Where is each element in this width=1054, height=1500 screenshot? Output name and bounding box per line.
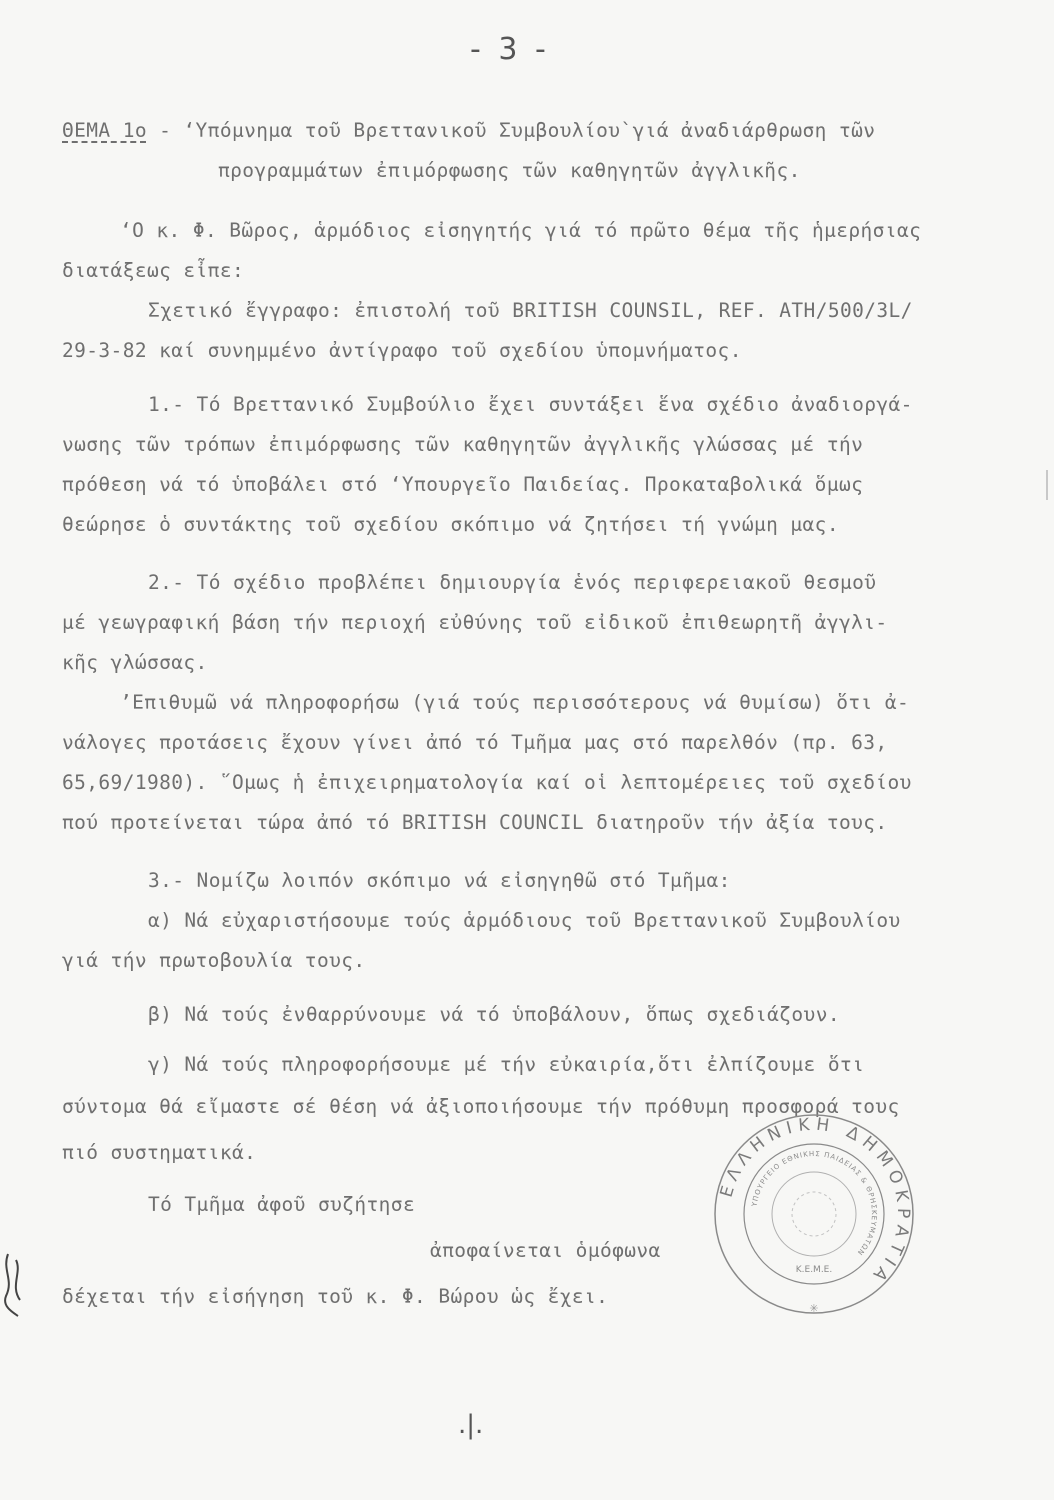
body-line: γιά τήν πρωτοβουλία τους. — [62, 949, 366, 972]
body-line: νάλογες προτάσεις ἔχουν γίνει ἀπό τό Τμῆμα μας στό παρελθόν (πρ. 63, — [62, 731, 888, 754]
edge-mark — [1046, 470, 1048, 500]
body-line: πού προτείνεται τώρα ἀπό τό BRITISH COUNCIL διατηροῦν τήν ἀξία τους. — [62, 811, 888, 834]
body-line: 2.- Τό σχέδιο προβλέπει δημιουργία ἑνός περιφερειακοῦ θεσμοῦ — [148, 571, 877, 594]
body-line: σύντομα θά εἴμαστε σέ θέση νά ἀξιοποιήσουμε τήν πρόθυμη προσφορά τους — [62, 1095, 900, 1118]
topic-title-line1: - ‘Υπόμνημα τοῦ Βρεττανικοῦ Συμβουλίου`γιά ἀναδιάρθρωση τῶν — [146, 119, 876, 142]
body-line: β) Νά τούς ἐνθαρρύνουμε νά τό ὑποβάλουν, ὅπως σχεδιάζουν. — [148, 1003, 840, 1026]
body-line: Σχετικό ἔγγραφο: ἐπιστολή τοῦ BRITISH COUNSIL, REF. ATH/500/3L/ — [148, 299, 913, 322]
body-line: α) Νά εὐχαριστήσουμε τούς ἁρμόδιους τοῦ Βρεττανικοῦ Συμβουλίου — [148, 909, 901, 932]
stamp-outer-text: ΕΛΛΗΝΙΚΗ ΔΗΜΟΚΡΑΤΙΑ — [716, 1114, 914, 1289]
body-line: διατάξεως εἶπε: — [62, 259, 245, 282]
body-line: πιό συστηματικά. — [62, 1141, 257, 1164]
continuation-mark: .|. — [458, 1410, 484, 1440]
body-line: ’Επιθυμῶ νά πληροφορήσω (γιά τούς περισσότερους νά θυμίσω) ὅτι ἀ- — [120, 691, 910, 714]
topic-label: ΘΕΜΑ 1ο — [62, 119, 147, 142]
body-line: 29-3-82 καί συνημμένο ἀντίγραφο τοῦ σχεδίου ὑπομνήματος. — [62, 339, 742, 362]
body-line: 65,69/1980). ῞Ομως ἡ ἐπιχειρηματολογία καί οἱ λεπτομέρειες τοῦ σχεδίου — [62, 771, 912, 794]
body-line: ἀποφαίνεται ὁμόφωνα — [430, 1239, 661, 1262]
body-line: Τό Τμῆμα ἀφοῦ συζήτησε — [148, 1193, 416, 1216]
body-line: πρόθεση νά τό ὑποβάλει στό ‘Υπουργεῖο Παιδείας. Προκαταβολικά ὅμως — [62, 473, 864, 496]
body-line: ‘Ο κ. Φ. Βῶρος, ἁρμόδιος εἰσηγητής γιά τό πρῶτο θέμα τῆς ἡμερήσιας — [120, 219, 922, 242]
stamp-star-icon: ✳ — [809, 1302, 819, 1315]
body-line: νωσης τῶν τρόπων ἐπιμόρφωσης τῶν καθηγητῶν ἀγγλικῆς γλώσσας μέ τήν — [62, 433, 864, 456]
stamp-inner-text: ΥΠΟΥΡΓΕΙΟ ΕΘΝΙΚΗΣ ΠΑΙΔΕΙΑΣ & ΘΡΗΣΚΕΥΜΑΤΩΝ — [750, 1149, 879, 1258]
stamp-bottom-text: Κ.Ε.Μ.Ε. — [795, 1265, 833, 1275]
topic-heading — [62, 118, 875, 144]
page-number: - 3 - — [470, 32, 550, 67]
body-line: θεώρησε ὁ συντάκτης τοῦ σχεδίου σκόπιμο νά ζητήσει τή γνώμη μας. — [62, 513, 839, 536]
body-line: μέ γεωγραφική βάση τήν περιοχή εὐθύνης τοῦ εἰδικοῦ ἐπιθεωρητῆ ἀγγλι- — [62, 611, 888, 634]
stamp-emblem — [792, 1192, 836, 1236]
body-line: δέχεται τήν εἰσήγηση τοῦ κ. Φ. Βώρου ὡς ἔχει. — [62, 1285, 609, 1308]
body-line: 3.- Νομίζω λοιπόν σκόπιμο νά εἰσηγηθῶ στό Τμῆμα: — [148, 869, 731, 892]
topic-title-line2: προγραμμάτων ἐπιμόρφωσης τῶν καθηγητῶν ἀγγλικῆς. — [218, 159, 801, 182]
official-stamp — [712, 1112, 916, 1316]
body-line: 1.- Τό Βρεττανικό Συμβούλιο ἔχει συντάξει ἕνα σχέδιο ἀναδιοργά- — [148, 393, 913, 416]
body-line: κῆς γλώσσας. — [62, 651, 208, 674]
body-line: γ) Νά τούς πληροφορήσουμε μέ τήν εὐκαιρία,ὅτι ἐλπίζουμε ὅτι — [148, 1053, 865, 1076]
margin-signature-mark — [0, 1250, 30, 1320]
